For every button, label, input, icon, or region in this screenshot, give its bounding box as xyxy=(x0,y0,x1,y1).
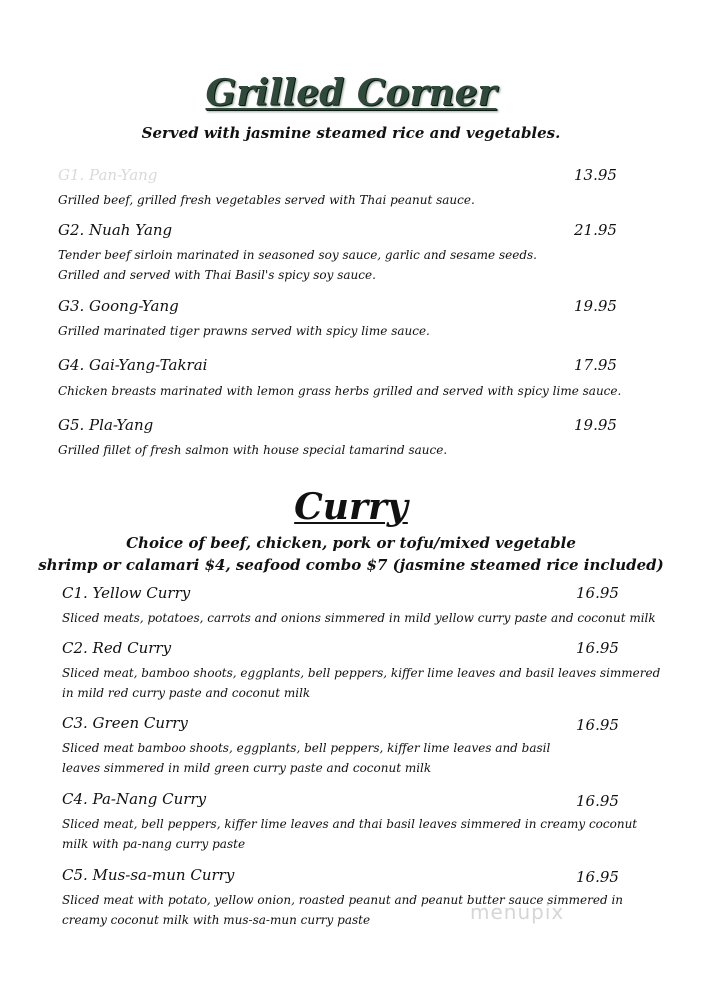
menu-item-name: G4. Gai-Yang-Takrai xyxy=(58,356,208,374)
menu-item-description: in mild red curry paste and coconut milk xyxy=(62,686,311,700)
menu-item-price: 16.95 xyxy=(576,639,619,657)
menu-item-price: 16.95 xyxy=(576,868,619,886)
menu-item-name: G1. Pan-Yang xyxy=(58,166,158,184)
menu-item-name: C1. Yellow Curry xyxy=(62,584,191,602)
menu-item-description: Sliced meat, bell peppers, kiffer lime leaves and thai basil leaves simmered in creamy coconut xyxy=(62,817,638,831)
menu-item-description: Sliced meats, potatoes, carrots and onions simmered in mild yellow curry paste and coconut milk xyxy=(62,611,656,625)
menu-item-price: 19.95 xyxy=(574,416,617,434)
menu-item-description: Sliced meat bamboo shoots, eggplants, bell peppers, kiffer lime leaves and basil xyxy=(62,741,551,755)
menu-item-name: C2. Red Curry xyxy=(62,639,172,657)
grilled-section-title: Grilled Corner xyxy=(205,72,497,114)
menu-item-description: Grilled fillet of fresh salmon with house special tamarind sauce. xyxy=(58,443,448,457)
curry-section-subtitle: shrimp or calamari $4, seafood combo $7 (jasmine steamed rice included) xyxy=(38,556,664,574)
menu-item-price: 13.95 xyxy=(574,166,617,184)
menu-item-name: C3. Green Curry xyxy=(62,714,188,732)
menu-item-description: Chicken breasts marinated with lemon grass herbs grilled and served with spicy lime sauce. xyxy=(58,384,622,398)
menu-item-description: creamy coconut milk with mus-sa-mun curry paste xyxy=(62,913,371,927)
menu-item-price: 17.95 xyxy=(574,356,617,374)
menu-item-price: 19.95 xyxy=(574,297,617,315)
curry-section-subtitle: Choice of beef, chicken, pork or tofu/mixed vegetable xyxy=(126,534,576,552)
menu-item-description: Grilled and served with Thai Basil's spicy soy sauce. xyxy=(58,268,376,282)
menu-item-description: Grilled beef, grilled fresh vegetables served with Thai peanut sauce. xyxy=(58,193,475,207)
menu-item-description: Tender beef sirloin marinated in seasoned soy sauce, garlic and sesame seeds. xyxy=(58,248,537,262)
grilled-section-subtitle: Served with jasmine steamed rice and vegetables. xyxy=(141,124,561,142)
menu-item-description: Sliced meat, bamboo shoots, eggplants, bell peppers, kiffer lime leaves and basil leaves simmered xyxy=(62,666,661,680)
menu-item-price: 16.95 xyxy=(576,716,619,734)
menu-item-name: C5. Mus-sa-mun Curry xyxy=(62,866,235,884)
menu-item-price: 16.95 xyxy=(576,584,619,602)
menu-item-name: C4. Pa-Nang Curry xyxy=(62,790,207,808)
watermark: menupix xyxy=(470,900,565,924)
menu-item-description: Sliced meat with potato, yellow onion, roasted peanut and peanut butter sauce simmered in xyxy=(62,893,624,907)
menu-item-name: G2. Nuah Yang xyxy=(58,221,173,239)
menu-item-price: 21.95 xyxy=(574,221,617,239)
menu-item-description: Grilled marinated tiger prawns served with spicy lime sauce. xyxy=(58,324,430,338)
menu-item-description: leaves simmered in mild green curry paste and coconut milk xyxy=(62,761,432,775)
menu-item-name: G5. Pla-Yang xyxy=(58,416,154,434)
menu-item-price: 16.95 xyxy=(576,792,619,810)
curry-section-title: Curry xyxy=(294,486,408,528)
menu-item-description: milk with pa-nang curry paste xyxy=(62,837,246,851)
menu-item-name: G3. Goong-Yang xyxy=(58,297,179,315)
